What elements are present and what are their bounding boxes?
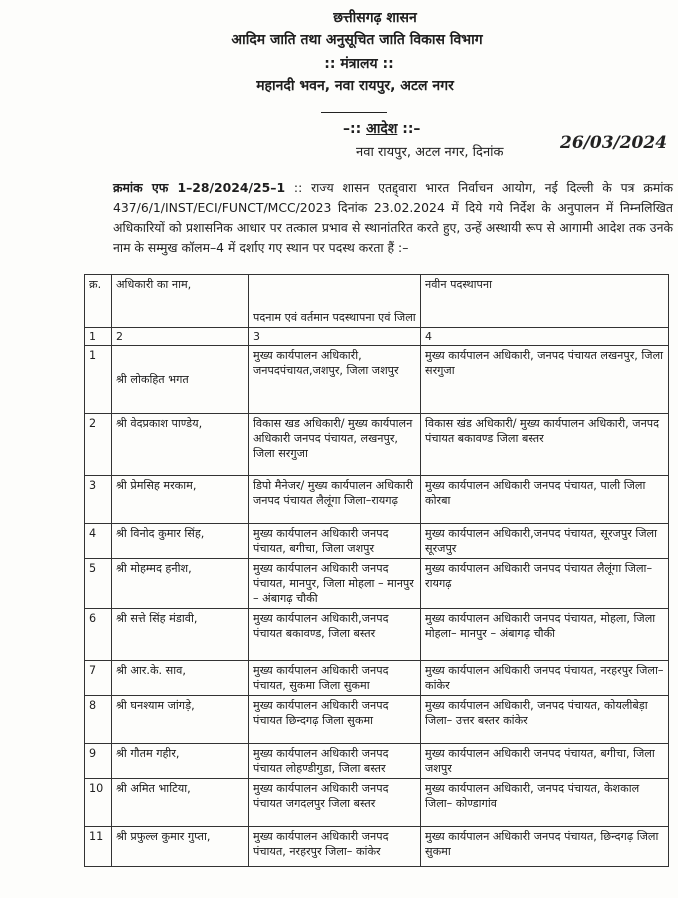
table-row <box>85 779 669 827</box>
new-posting-cell: मुख्य कार्यपालन अधिकारी जनपद पंचायत, मोहला, जिला मोहला– मानपुर – अंबागढ़ चौकी <box>421 609 669 661</box>
table-row <box>85 414 669 476</box>
col-header-name: अधिकारी का नाम, <box>112 275 249 328</box>
officer-name-cell: श्री अमित भाटिया, <box>112 779 249 827</box>
col-header-current <box>249 275 421 328</box>
new-posting-cell: मुख्य कार्यपालन अधिकारी जनपद पंचायत, बगीचा, जिला जशपुर <box>421 744 669 779</box>
new-posting-cell: मुख्य कार्यपालन अधिकारी जनपद पंचायत, नरहरपुर जिला– कांकेर <box>421 661 669 696</box>
serial-number-cell: 6 <box>85 609 112 661</box>
col-number: 2 <box>112 328 249 346</box>
current-posting-cell: मुख्य कार्यपालन अधिकारी जनपद पंचायत, बगीचा, जिला जशपुर <box>249 524 421 559</box>
order-prefix: –:: <box>343 121 367 137</box>
col-header-serial: क्र. <box>85 275 112 328</box>
table-row <box>85 609 669 661</box>
order-title: आदेश <box>366 121 398 137</box>
order-body: :: राज्य शासन एतद्द्वारा भारत निर्वाचन आयोग, नई दिल्ली के पत्र क्रमांक 437/6/1/INST/ECI/FUNCT/MCC/2023 दिनांक 23.02.2024 में दिये गये निर्देश के अनुपालन में निम्नलिखित अधिकारियों को प्रशासनिक आधार पर तत्काल प्रभाव से स्थानांतरित करते हुए, उन्हें अस्थायी रूप से आगामी आदेश तक उनके नाम के सम्मुख कॉलम–4 में दर्शाए गए स्थान पर पदस्थ करता हैं :– <box>113 180 673 255</box>
current-posting-cell: डिपो मैनेजर/ मुख्य कार्यपालन अधिकारी जनपद पंचायत लैलूंगा जिला–रायगढ़ <box>249 476 421 524</box>
current-posting-cell: मुख्य कार्यपालन अधिकारी जनपद पंचायत जगदलपुर जिला बस्तर <box>249 779 421 827</box>
table-row <box>85 476 669 524</box>
col-number: 4 <box>421 328 669 346</box>
order-heading <box>343 119 420 138</box>
table-row <box>85 744 669 779</box>
serial-number-cell: 10 <box>85 779 112 827</box>
current-posting-cell: मुख्य कार्यपालन अधिकारी जनपद पंचायत, नरहरपुर जिला– कांकेर <box>249 827 421 867</box>
serial-number-cell: 11 <box>85 827 112 867</box>
current-posting-cell: मुख्य कार्यपालन अधिकारी जनपद पंचायत, सुकमा जिला सुकमा <box>249 661 421 696</box>
officer-name-cell: श्री प्रेमसिह मरकाम, <box>112 476 249 524</box>
col-number: 1 <box>85 328 112 346</box>
place-date-line: नवा रायपुर, अटल नगर, दिनांक <box>356 145 504 160</box>
table-row <box>85 661 669 696</box>
col-header-current-label: पदनाम एवं वर्तमान पदस्थापना एवं जिला <box>253 311 416 324</box>
table-row <box>85 827 669 867</box>
table-row <box>85 524 669 559</box>
serial-number-cell: 7 <box>85 661 112 696</box>
new-posting-cell: मुख्य कार्यपालन अधिकारी, जनपद पंचायत, कोयलीबेड़ा जिला– उत्तर बस्तर कांकेर <box>421 696 669 744</box>
officer-name-cell: श्री विनोद कुमार सिंह, <box>112 524 249 559</box>
table-row <box>85 559 669 609</box>
serial-number-cell: 2 <box>85 414 112 476</box>
serial-number-cell: 4 <box>85 524 112 559</box>
department-name: आदिम जाति तथा अनुसूचित जाति विकास विभाग <box>231 32 483 48</box>
order-reference-number: क्रमांक एफ 1–28/2024/25–1 <box>113 180 286 195</box>
table-row <box>85 346 669 414</box>
current-posting-cell: मुख्य कार्यपालन अधिकारी जनपद पंचायत लोहण्डीगुडा, जिला बस्तर <box>249 744 421 779</box>
table-header-row <box>85 275 669 328</box>
order-suffix: ::– <box>397 121 421 137</box>
new-posting-cell: मुख्य कार्यपालन अधिकारी जनपद पंचायत, छिन्दगढ़ जिला सुकमा <box>421 827 669 867</box>
officer-name-cell: श्री सत्ते सिंह मंडावी, <box>112 609 249 661</box>
officer-name-cell: श्री आर.के. साव, <box>112 661 249 696</box>
officer-name-cell: श्री प्रफुल्ल कुमार गुप्ता, <box>112 827 249 867</box>
serial-number-cell: 8 <box>85 696 112 744</box>
col-header-new: नवीन पदस्थापना <box>421 275 669 328</box>
current-posting-cell: मुख्य कार्यपालन अधिकारी जनपद पंचायत, मानपुर, जिला मोहला – मानपुर – अंबागढ़ चौकी <box>249 559 421 609</box>
officer-name-cell: श्री गौतम गहीर, <box>112 744 249 779</box>
current-posting-cell: मुख्य कार्यपालन अधिकारी जनपद पंचायत छिन्दगढ़ जिला सुकमा <box>249 696 421 744</box>
table-column-number-row <box>85 328 669 346</box>
new-posting-cell: मुख्य कार्यपालन अधिकारी,जनपद पंचायत, सूरजपुर जिला सूरजपुर <box>421 524 669 559</box>
new-posting-cell: मुख्य कार्यपालन अधिकारी जनपद पंचायत, पाली जिला कोरबा <box>421 476 669 524</box>
handwritten-date: 26/03/2024 <box>560 133 668 153</box>
office-address: महानदी भवन, नवा रायपुर, अटल नगर <box>256 78 454 94</box>
officer-name-cell: श्री मोहम्मद हनीश, <box>112 559 249 609</box>
serial-number-cell: 3 <box>85 476 112 524</box>
officer-name-cell: श्री घनश्याम जांगड़े, <box>112 696 249 744</box>
table-row <box>85 696 669 744</box>
new-posting-cell: मुख्य कार्यपालन अधिकारी, जनपद पंचायत, केशकाल जिला– कोण्डागांव <box>421 779 669 827</box>
new-posting-cell: विकास खंड अधिकारी/ मुख्य कार्यपालन अधिकारी, जनपद पंचायत बकावण्ड जिला बस्तर <box>421 414 669 476</box>
order-body-text <box>113 178 673 258</box>
officer-name-cell: श्री वेदप्रकाश पाण्डेय, <box>112 414 249 476</box>
officer-name-cell: श्री लोकहित भगत <box>112 346 249 414</box>
current-posting-cell: मुख्य कार्यपालन अधिकारी, जनपदपंचायत,जशपुर, जिला जशपुर <box>249 346 421 414</box>
header-divider <box>321 112 387 113</box>
current-posting-cell: मुख्य कार्यपालन अधिकारी,जनपद पंचायत बकावण्ड, जिला बस्तर <box>249 609 421 661</box>
serial-number-cell: 9 <box>85 744 112 779</box>
new-posting-cell: मुख्य कार्यपालन अधिकारी, जनपद पंचायत लखनपुर, जिला सरगुजा <box>421 346 669 414</box>
serial-number-cell: 1 <box>85 346 112 414</box>
new-posting-cell: मुख्य कार्यपालन अधिकारी जनपद पंचायत लैलूंगा जिला–रायगढ़ <box>421 559 669 609</box>
transfer-table <box>84 274 669 867</box>
government-name: छत्तीसगढ़ शासन <box>333 10 417 26</box>
current-posting-cell: विकास खड अधिकारी/ मुख्य कार्यपालन अधिकारी जनपद पंचायत, लखनपुर, जिला सरगुजा <box>249 414 421 476</box>
col-number: 3 <box>249 328 421 346</box>
ministry-label: :: मंत्रालय :: <box>324 56 394 72</box>
serial-number-cell: 5 <box>85 559 112 609</box>
